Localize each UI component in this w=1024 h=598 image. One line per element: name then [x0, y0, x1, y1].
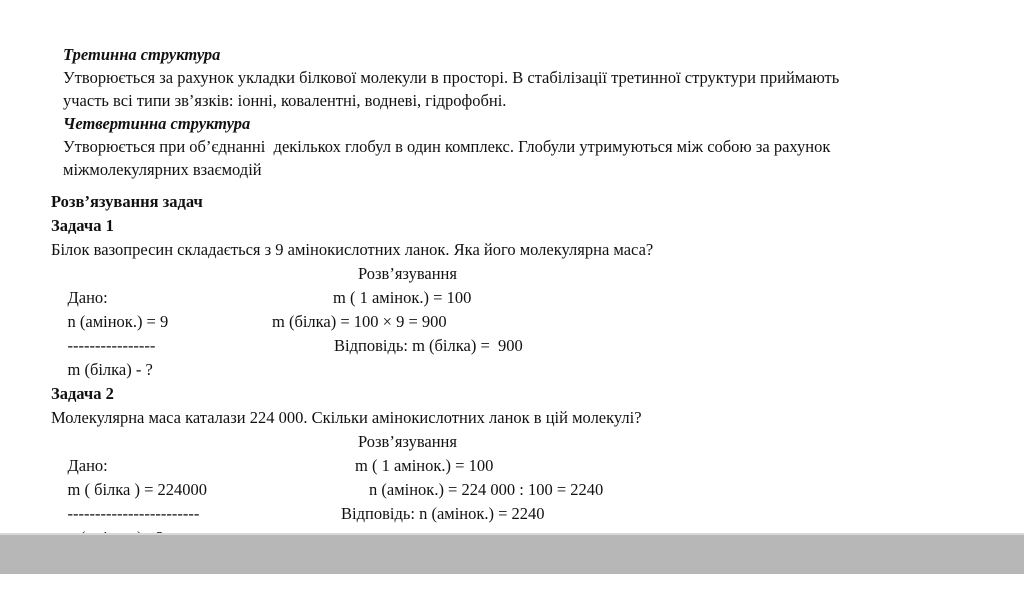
task1-solution-label: Розв’язування — [358, 264, 457, 283]
quaternary-structure-text-1: Утворюється при об’єднанні декількох глобул в один комплекс. Глобули утримуються між собою за рахунок — [63, 137, 831, 156]
problems-heading: Розв’язування задач — [51, 192, 203, 211]
task1-given-label: Дано: — [67, 288, 108, 307]
quaternary-structure-text-2: міжмолекулярних взаємодій — [63, 160, 262, 179]
task2-given-1: m ( білка ) = 224000 — [67, 480, 208, 499]
task1-separator: ---------------- — [67, 336, 156, 355]
task2-step-2: n (амінок.) = 224 000 : 100 = 2240 — [369, 480, 604, 499]
task1-row-3 — [51, 334, 1011, 379]
task2-answer: Відповідь: n (амінок.) = 2240 — [341, 504, 545, 523]
task1-question: Білок вазопресин складається з 9 амінокислотних ланок. Яка його молекулярна маса? — [51, 240, 654, 259]
task2-question: Молекулярна маса каталази 224 000. Скільки амінокислотних ланок в цій молекулі? — [51, 408, 642, 427]
task2-row-3 — [51, 502, 1011, 526]
footer-band — [0, 535, 1024, 574]
problem-solving-section — [51, 190, 1011, 526]
task2-separator: ------------------------ — [67, 504, 200, 523]
task1-title: Задача 1 — [51, 216, 114, 235]
task1-step-1: m ( 1 амінок.) = 100 — [333, 288, 472, 307]
task2-solution-label: Розв’язування — [358, 432, 457, 451]
task2-step-1: m ( 1 амінок.) = 100 — [355, 456, 494, 475]
tertiary-structure-title: Третинна структура — [63, 45, 221, 64]
spacer — [51, 358, 1011, 382]
protein-structure-section — [63, 43, 1003, 181]
task1-given-1: n (амінок.) = 9 — [67, 312, 169, 331]
task2-given-label: Дано: — [67, 456, 108, 475]
task1-step-2: m (білка) = 100 × 9 = 900 — [272, 312, 447, 331]
task1-find: m (білка) - ? — [67, 360, 153, 379]
task2-title: Задача 2 — [51, 384, 114, 403]
quaternary-structure-title: Четвертинна структура — [63, 114, 251, 133]
task1-answer: Відповідь: m (білка) = 900 — [334, 336, 523, 355]
tertiary-structure-text-2: участь всі типи зв’язків: іонні, ковалентні, водневі, гідрофобні. — [63, 91, 507, 110]
tertiary-structure-text-1: Утворюється за рахунок укладки білкової молекули в просторі. В стабілізації третинної структури приймають — [63, 68, 840, 87]
